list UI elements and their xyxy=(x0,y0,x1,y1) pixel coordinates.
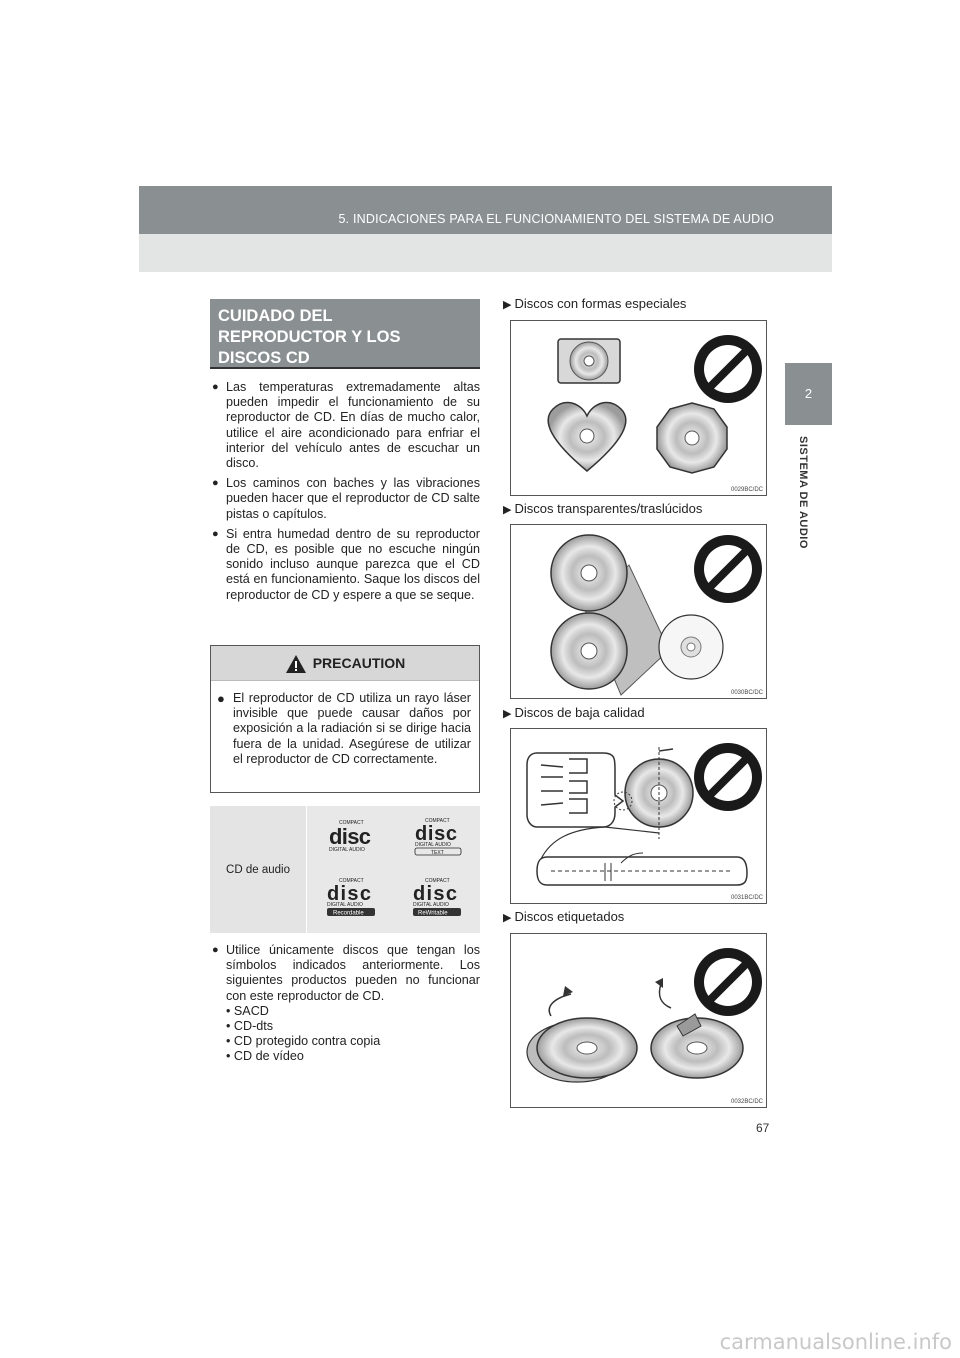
figure-heading xyxy=(503,501,702,516)
caution-text-content: El reproductor de CD utiliza un rayo láser invisible que puede causar daños por exposición a la radiación si se dirige hacia fuera de la unidad. Asegúrese de utilizar el reproductor de CD correctamente. xyxy=(233,691,471,766)
bullet-text: Las temperaturas extremadamente altas pueden impedir el funcionamiento de su reproductor de CD. En días de mucho calor, utilice el aire acondicionado para enfriar el interior del vehículo antes de escuchar un disco. xyxy=(226,380,480,471)
logo-tag-text: TEXT xyxy=(431,850,444,856)
transparent-discs-illustration xyxy=(511,525,766,698)
bullet-icon: ● xyxy=(217,691,225,706)
logo-main-text: disc xyxy=(415,823,457,845)
caution-text xyxy=(211,681,479,767)
bullet-icon: ● xyxy=(212,944,219,956)
bullet-text: Utilice únicamente discos que tengan los símbolos indicados anteriormente. Los siguientes productos pueden no funcionar con este reproductor de CD. xyxy=(226,943,480,1003)
figure-code: 0032BC/DC xyxy=(730,1099,763,1105)
logo-grid xyxy=(307,806,480,933)
list-item: • CD-dts xyxy=(226,1019,274,1034)
footer-watermark: carmanualsonline.info xyxy=(719,1330,952,1354)
bullet-text: Los caminos con baches y las vibraciones pueden hacer que el reproductor de CD salte pistas o capítulos. xyxy=(226,476,480,521)
figure-heading-text: Discos transparentes/traslúcidos xyxy=(514,501,703,516)
figure-transparent-discs xyxy=(510,524,767,699)
compact-disc-rewritable-logo xyxy=(411,876,465,918)
figure-heading xyxy=(503,909,624,924)
figure-heading xyxy=(503,296,686,311)
header-title: 5. INDICACIONES PARA EL FUNCIONAMIENTO DEL SISTEMA DE AUDIO xyxy=(338,212,774,226)
arrow-right-icon: ▶ xyxy=(503,504,512,516)
bullet-item xyxy=(210,380,480,471)
figure-heading xyxy=(503,705,645,720)
figure-low-quality-discs xyxy=(510,728,767,904)
figure-code: 0029BC/DC xyxy=(730,487,763,493)
logo-table-label: CD de audio xyxy=(210,806,307,933)
logo-bottom-text: DIGITAL AUDIO xyxy=(327,902,363,908)
bullet-icon: ● xyxy=(212,477,219,490)
chapter-tab: 2 xyxy=(785,363,832,425)
figure-code: 0031BC/DC xyxy=(730,895,763,901)
header-subbar xyxy=(139,234,832,272)
bullet-item xyxy=(210,476,480,522)
list-item: • CD protegido contra copia xyxy=(226,1034,381,1049)
logo-main-text: disc xyxy=(327,883,371,905)
figure-heading-text: Discos con formas especiales xyxy=(514,296,687,311)
cd-logo-table xyxy=(210,806,480,933)
logo-main-text: disc xyxy=(329,824,371,849)
arrow-right-icon: ▶ xyxy=(503,708,512,720)
bullet-item xyxy=(210,943,480,1004)
logo-top-text: COMPACT xyxy=(425,818,450,824)
bullet-item xyxy=(210,527,480,603)
caution-header xyxy=(211,646,479,681)
arrow-right-icon: ▶ xyxy=(503,299,512,311)
section-title-line: DISCOS CD xyxy=(218,349,310,367)
page-number: 67 xyxy=(756,1121,770,1135)
logo-tag-text: ReWritable xyxy=(418,910,448,917)
logo-bottom-text: DIGITAL AUDIO xyxy=(329,847,365,853)
caution-box xyxy=(210,645,480,793)
header-bar xyxy=(139,186,832,234)
list-item: • CD de vídeo xyxy=(226,1049,304,1064)
compact-disc-logo xyxy=(327,818,379,856)
compact-disc-recordable-logo xyxy=(325,876,379,918)
section-title xyxy=(210,299,480,369)
logo-bottom-text: DIGITAL AUDIO xyxy=(413,902,449,908)
bullet-icon: ● xyxy=(212,527,219,540)
labeled-discs-illustration xyxy=(511,934,766,1107)
caution-title: PRECAUTION xyxy=(312,655,406,671)
section-title-line: REPRODUCTOR Y LOS xyxy=(218,328,401,346)
logo-top-text: COMPACT xyxy=(339,878,364,884)
figure-heading-text: Discos de baja calidad xyxy=(514,705,645,720)
logo-top-text: COMPACT xyxy=(339,820,364,826)
logo-tag-text: Recordable xyxy=(333,910,364,917)
figure-heading-text: Discos etiquetados xyxy=(514,909,625,924)
bullet-text: Si entra humedad dentro de su reproductor de CD, es posible que no escuche ningún sonido incluso aunque parezca que el CD está en funcionamiento. Saque los discos del reproductor de CD y espere a que se seque. xyxy=(226,526,480,602)
arrow-right-icon: ▶ xyxy=(503,912,512,924)
unsupported-discs xyxy=(210,943,480,1065)
compact-disc-text-logo xyxy=(413,816,465,856)
care-bullets xyxy=(210,380,480,608)
warning-icon xyxy=(285,654,307,674)
figure-labeled-discs xyxy=(510,933,767,1108)
logo-top-text: COMPACT xyxy=(425,878,450,884)
bullet-icon: ● xyxy=(212,381,219,393)
list-item: • SACD xyxy=(226,1003,269,1018)
section-title-line: CUIDADO DEL xyxy=(218,307,333,325)
logo-main-text: disc xyxy=(413,883,457,905)
special-shapes-illustration xyxy=(511,321,766,495)
figure-code: 0030BC/DC xyxy=(730,690,763,696)
low-quality-discs-illustration xyxy=(511,729,766,903)
figure-special-shapes xyxy=(510,320,767,496)
logo-bottom-text: DIGITAL AUDIO xyxy=(415,842,451,848)
chapter-label: SISTEMA DE AUDIO xyxy=(797,436,809,549)
